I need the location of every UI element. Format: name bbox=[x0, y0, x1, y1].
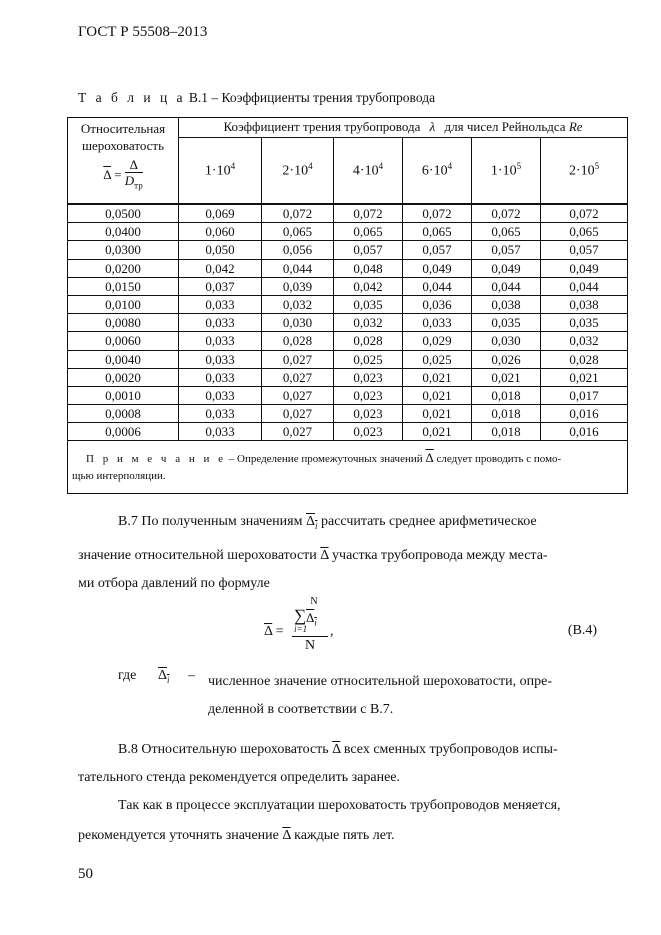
friction-table bbox=[67, 117, 628, 494]
table-row bbox=[68, 314, 628, 332]
formula-sum-term: $\Delta_i$ bbox=[306, 610, 317, 628]
b7-text-b: рассчитать среднее арифметическое bbox=[317, 514, 537, 529]
table-row bbox=[68, 405, 628, 423]
friction-value-cell: 0,025 bbox=[334, 350, 403, 368]
delta-mean-symbol: $\overline{\Delta}$ bbox=[320, 548, 329, 563]
table-row bbox=[68, 259, 628, 277]
friction-value-cell: 0,060 bbox=[179, 223, 262, 241]
roughness-value-cell: 0,0040 bbox=[68, 350, 179, 368]
friction-value-cell: 0,028 bbox=[334, 332, 403, 350]
table-caption-text: В.1 – Коэффициенты трения трубопровода bbox=[188, 90, 436, 105]
table-note-row bbox=[68, 441, 628, 494]
formula-fraction-bar bbox=[292, 636, 328, 637]
roughness-fraction-num: Δ bbox=[125, 158, 143, 173]
paragraph-b8-line3: Так как в процессе эксплуатации шероховатость трубопроводов меняется, bbox=[118, 798, 561, 813]
formula-sum-top: N bbox=[310, 596, 318, 607]
roughness-value-cell: 0,0200 bbox=[68, 259, 179, 277]
friction-value-cell: 0,023 bbox=[334, 386, 403, 404]
friction-value-cell: 0,039 bbox=[262, 277, 334, 295]
where-text-2: деленной в соответствии с В.7. bbox=[208, 702, 394, 717]
paragraph-b8-line1 bbox=[78, 740, 618, 760]
friction-value-cell: 0,016 bbox=[541, 405, 628, 423]
friction-value-cell: 0,018 bbox=[472, 405, 541, 423]
friction-value-cell: 0,027 bbox=[262, 405, 334, 423]
friction-value-cell: 0,033 bbox=[179, 368, 262, 386]
friction-value-cell: 0,072 bbox=[403, 204, 472, 223]
friction-value-cell: 0,025 bbox=[403, 350, 472, 368]
paragraph-b7-line2 bbox=[78, 546, 618, 566]
friction-value-cell: 0,021 bbox=[403, 386, 472, 404]
table-caption bbox=[78, 90, 435, 106]
friction-value-cell: 0,028 bbox=[541, 350, 628, 368]
roughness-value-cell: 0,0006 bbox=[68, 423, 179, 441]
roughness-symbol: $\overline{\Delta}$ bbox=[103, 166, 111, 182]
diameter-subscript: тр bbox=[134, 180, 143, 191]
friction-value-cell: 0,033 bbox=[179, 332, 262, 350]
friction-value-cell: 0,065 bbox=[472, 223, 541, 241]
friction-value-cell: 0,032 bbox=[262, 295, 334, 313]
table-row bbox=[68, 241, 628, 259]
friction-value-cell: 0,035 bbox=[541, 314, 628, 332]
friction-value-cell: 0,072 bbox=[262, 204, 334, 223]
friction-value-cell: 0,044 bbox=[541, 277, 628, 295]
roughness-value-cell: 0,0500 bbox=[68, 204, 179, 223]
table-row bbox=[68, 332, 628, 350]
friction-value-cell: 0,018 bbox=[472, 423, 541, 441]
roughness-value-cell: 0,0008 bbox=[68, 405, 179, 423]
formula-eq: = bbox=[272, 624, 284, 639]
reynolds-column-header: $2\cdot 10^5$ bbox=[541, 137, 628, 204]
friction-header-text: Коэффициент трения трубопровода bbox=[223, 119, 421, 135]
reynolds-column-header: $2\cdot 10^4$ bbox=[262, 137, 334, 204]
friction-value-cell: 0,044 bbox=[403, 277, 472, 295]
friction-value-cell: 0,026 bbox=[472, 350, 541, 368]
friction-value-cell: 0,033 bbox=[403, 314, 472, 332]
roughness-eq: = bbox=[110, 166, 125, 182]
document-header: ГОСТ Р 55508–2013 bbox=[78, 24, 208, 40]
friction-value-cell: 0,042 bbox=[334, 277, 403, 295]
roughness-header-line1: Относительная bbox=[80, 121, 166, 136]
friction-value-cell: 0,065 bbox=[541, 223, 628, 241]
friction-value-cell: 0,032 bbox=[334, 314, 403, 332]
table-row bbox=[68, 386, 628, 404]
roughness-value-cell: 0,0010 bbox=[68, 386, 179, 404]
friction-value-cell: 0,033 bbox=[179, 386, 262, 404]
table-row bbox=[68, 223, 628, 241]
friction-value-cell: 0,065 bbox=[262, 223, 334, 241]
friction-value-cell: 0,050 bbox=[179, 241, 262, 259]
friction-value-cell: 0,023 bbox=[334, 405, 403, 423]
reynolds-column-header: $4\cdot 10^4$ bbox=[334, 137, 403, 204]
roughness-value-cell: 0,0150 bbox=[68, 277, 179, 295]
friction-value-cell: 0,028 bbox=[262, 332, 334, 350]
friction-value-cell: 0,033 bbox=[179, 423, 262, 441]
formula-number: (В.4) bbox=[567, 623, 597, 638]
friction-value-cell: 0,021 bbox=[403, 423, 472, 441]
note-label: П р и м е ч а н и е bbox=[86, 453, 226, 466]
friction-value-cell: 0,049 bbox=[541, 259, 628, 277]
lambda-symbol: λ bbox=[429, 119, 436, 135]
friction-value-cell: 0,049 bbox=[472, 259, 541, 277]
friction-header-for: для чисел Рейнольдса bbox=[444, 119, 566, 135]
delta-symbol-b8b: $\overline{\Delta}$ bbox=[282, 828, 291, 843]
where-description bbox=[208, 668, 598, 724]
table-note bbox=[68, 441, 628, 494]
table-row bbox=[68, 204, 628, 223]
friction-value-cell: 0,036 bbox=[403, 295, 472, 313]
formula-lhs bbox=[264, 624, 284, 640]
reynolds-column-header: $6\cdot 10^4$ bbox=[403, 137, 472, 204]
friction-value-cell: 0,018 bbox=[472, 386, 541, 404]
table-row bbox=[68, 423, 628, 441]
friction-value-cell: 0,035 bbox=[472, 314, 541, 332]
page-number: 50 bbox=[78, 866, 93, 882]
friction-value-cell: 0,030 bbox=[262, 314, 334, 332]
formula-comma: , bbox=[330, 624, 334, 639]
friction-value-cell: 0,072 bbox=[541, 204, 628, 223]
friction-value-cell: 0,016 bbox=[541, 423, 628, 441]
friction-value-cell: 0,027 bbox=[262, 386, 334, 404]
friction-value-cell: 0,029 bbox=[403, 332, 472, 350]
friction-value-cell: 0,049 bbox=[403, 259, 472, 277]
b7-text-d: участка трубопровода между места- bbox=[328, 548, 548, 563]
friction-value-cell: 0,057 bbox=[472, 241, 541, 259]
friction-value-cell: 0,035 bbox=[334, 295, 403, 313]
friction-value-cell: 0,027 bbox=[262, 423, 334, 441]
friction-value-cell: 0,048 bbox=[334, 259, 403, 277]
friction-value-cell: 0,027 bbox=[262, 368, 334, 386]
note-text-3: щью интерполяции. bbox=[72, 470, 166, 483]
roughness-value-cell: 0,0020 bbox=[68, 368, 179, 386]
b8-text-c: рекомендуется уточнять значение bbox=[78, 828, 283, 843]
roughness-fraction-den bbox=[125, 173, 143, 194]
roughness-value-cell: 0,0060 bbox=[68, 332, 179, 350]
reynolds-column-header: $1\cdot 10^5$ bbox=[472, 137, 541, 204]
friction-value-cell: 0,021 bbox=[403, 368, 472, 386]
formula-b4 bbox=[264, 596, 344, 653]
table-row bbox=[68, 368, 628, 386]
delta-symbol-b8: $\overline{\Delta}$ bbox=[332, 742, 341, 757]
roughness-header-line2: шероховатость bbox=[81, 138, 165, 153]
where-symbol: $\Delta_i$ bbox=[158, 668, 170, 685]
reynolds-symbol: Re bbox=[568, 119, 583, 135]
friction-value-cell: 0,017 bbox=[541, 386, 628, 404]
table-row bbox=[68, 350, 628, 368]
friction-value-cell: 0,021 bbox=[472, 368, 541, 386]
b7-text-a: В.7 По полученным значениям bbox=[118, 514, 306, 529]
formula-sum-sign: ∑ bbox=[294, 606, 307, 625]
reynolds-column-header: $1\cdot 10^4$ bbox=[179, 137, 262, 204]
friction-value-cell: 0,044 bbox=[472, 277, 541, 295]
friction-value-cell: 0,072 bbox=[472, 204, 541, 223]
roughness-value-cell: 0,0300 bbox=[68, 241, 179, 259]
friction-value-cell: 0,037 bbox=[179, 277, 262, 295]
friction-value-cell: 0,021 bbox=[541, 368, 628, 386]
where-text-1: численное значение относительной шероховатости, опре- bbox=[208, 674, 552, 689]
paragraph-b7-line3: ми отбора давлений по формуле bbox=[78, 576, 270, 591]
friction-value-cell: 0,032 bbox=[541, 332, 628, 350]
b8-text-d: каждые пять лет. bbox=[290, 828, 395, 843]
friction-value-cell: 0,033 bbox=[179, 314, 262, 332]
paragraph-b7-line1 bbox=[78, 512, 618, 536]
note-text-2: следует проводить с помо- bbox=[433, 453, 562, 466]
friction-value-cell: 0,038 bbox=[541, 295, 628, 313]
friction-value-cell: 0,021 bbox=[403, 405, 472, 423]
friction-value-cell: 0,033 bbox=[179, 405, 262, 423]
diameter-symbol: D bbox=[124, 173, 135, 188]
b8-text-b: всех сменных трубопроводов испы- bbox=[340, 742, 558, 757]
friction-value-cell: 0,033 bbox=[179, 295, 262, 313]
table-row bbox=[68, 277, 628, 295]
b7-text-c: значение относительной шероховатости bbox=[78, 548, 321, 563]
roughness-header bbox=[68, 118, 179, 205]
friction-value-cell: 0,023 bbox=[334, 423, 403, 441]
friction-value-cell: 0,069 bbox=[179, 204, 262, 223]
where-dash: – bbox=[188, 668, 195, 683]
table-row bbox=[68, 295, 628, 313]
note-delta-symbol: $\overline{\Delta}$ bbox=[425, 450, 434, 466]
b8-text-a: В.8 Относительную шероховатость bbox=[118, 742, 333, 757]
friction-value-cell: 0,038 bbox=[472, 295, 541, 313]
formula-delta: $\overline{\Delta}$ bbox=[264, 624, 273, 639]
formula-denominator: N bbox=[304, 638, 316, 653]
paragraph-b8-line2: тательного стенда рекомендуется определить заранее. bbox=[78, 770, 401, 785]
friction-value-cell: 0,065 bbox=[403, 223, 472, 241]
formula-sum-bottom: i=1 bbox=[294, 624, 308, 634]
friction-value-cell: 0,023 bbox=[334, 368, 403, 386]
friction-value-cell: 0,057 bbox=[403, 241, 472, 259]
paragraph-b8-line4 bbox=[78, 826, 618, 846]
table-caption-label: Т а б л и ц а bbox=[78, 90, 186, 105]
friction-value-cell: 0,057 bbox=[334, 241, 403, 259]
friction-value-cell: 0,065 bbox=[334, 223, 403, 241]
friction-value-cell: 0,056 bbox=[262, 241, 334, 259]
friction-value-cell: 0,044 bbox=[262, 259, 334, 277]
friction-value-cell: 0,033 bbox=[179, 350, 262, 368]
friction-value-cell: 0,057 bbox=[541, 241, 628, 259]
friction-value-cell: 0,042 bbox=[179, 259, 262, 277]
roughness-value-cell: 0,0400 bbox=[68, 223, 179, 241]
friction-header bbox=[179, 118, 628, 138]
friction-value-cell: 0,030 bbox=[472, 332, 541, 350]
friction-value-cell: 0,072 bbox=[334, 204, 403, 223]
note-text-1: – Определение промежуточных значений bbox=[226, 453, 426, 466]
roughness-fraction bbox=[125, 158, 143, 194]
roughness-value-cell: 0,0100 bbox=[68, 295, 179, 313]
where-label: где bbox=[118, 668, 137, 683]
delta-i-symbol: $\Delta_i$ bbox=[305, 514, 318, 531]
friction-value-cell: 0,027 bbox=[262, 350, 334, 368]
roughness-value-cell: 0,0080 bbox=[68, 314, 179, 332]
